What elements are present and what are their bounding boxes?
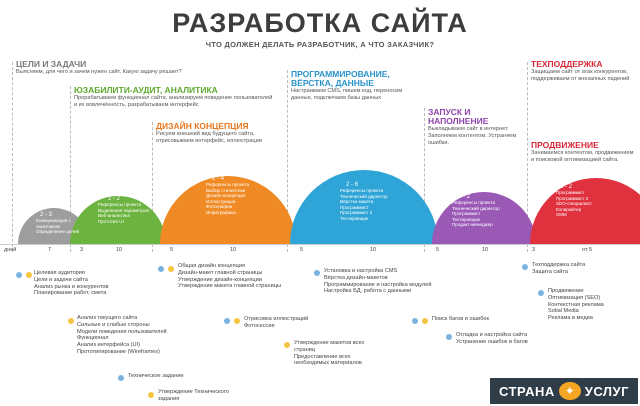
stage-design (206, 176, 278, 216)
axis-tick: 5 (300, 247, 304, 253)
section-title: ТЕХПОДДЕРЖКА (531, 59, 603, 69)
stage-support (556, 184, 636, 218)
section-title: ДИЗАЙН КОНЦЕПЦИЯ (156, 121, 249, 131)
list-item: Планирование работ, смета (34, 290, 107, 297)
stage-item: Иллюстрации (206, 198, 236, 204)
section-text: Занимаемся контентом, продвижением и поисковой оптимизацией сайта. (531, 150, 634, 163)
stage-time: 2 - 3 (40, 212, 53, 218)
list-approval (294, 340, 384, 367)
stage-item: Инфографика (206, 209, 236, 215)
list-item: Настройка БД, работа с данными (324, 288, 412, 295)
stage-item: Программист 2 (556, 195, 589, 201)
page-subtitle: ЧТО ДОЛЖЕН ДЕЛАТЬ РАЗРАБОТЧИК, А ЧТО ЗАКАЗЧИК? (205, 40, 435, 49)
list-item: Дизайн-макет главной страницы (178, 269, 263, 276)
stage-time: 1 - 2 (108, 196, 121, 202)
handshake-icon: ✦ (559, 382, 581, 400)
list-item: Модели поведения пользователей (77, 328, 167, 335)
stage-item: Референсы проекта (98, 202, 142, 207)
section-text: Выясняем, для чего и зачем нужен сайт. Какую задачу решает? (16, 69, 182, 75)
list-spec-approve (158, 389, 238, 403)
axis-unit: дней (4, 247, 17, 253)
list-item: Целевая аудитория (34, 270, 85, 276)
stage-item: Вёрстка макета (340, 199, 374, 205)
section-title: ПРОГРАММИРОВАНИЕ, ВЁРСТКА, ДАННЫЕ (291, 69, 390, 88)
axis-tick: 10 (116, 247, 123, 253)
list-promotion (548, 288, 638, 322)
section-text: Прорабатываем функционал сайта, анализируем поведение пользователей и их вовлечённость, разрабатываем интерфейс (74, 95, 273, 108)
axis-tick: 10 (482, 247, 489, 253)
list-item: Анализ интерфейса (UI) (77, 342, 140, 349)
section-title: ЦЕЛИ И ЗАДАЧИ (16, 59, 87, 69)
list-item: Прототипирование (Wireframes) (77, 348, 160, 355)
axis-tick: 5 (170, 247, 174, 253)
list-item: Установка и настройка CMS (324, 268, 398, 274)
list-spec (128, 373, 228, 380)
stage-item: SMM (556, 212, 567, 218)
list-audit (77, 315, 197, 356)
client-icon (158, 266, 164, 272)
list-item: Утверждение макетов всех страниц (294, 340, 365, 353)
list-item: Оптимизация (SEO) (548, 294, 601, 301)
stage-item: Референсы проекта (340, 188, 384, 193)
section-goals (16, 60, 266, 76)
list-item: Отладка и настройка сайта (456, 332, 528, 338)
stage-item: Тестировщик (340, 215, 368, 221)
list-item: Техподдержка сайта (532, 262, 586, 268)
stage-item: Определение целей (36, 229, 80, 235)
stage-item: Технический директор (340, 193, 388, 199)
stage-programming (340, 182, 414, 222)
list-illustrations (244, 316, 334, 330)
client-icon (224, 318, 230, 324)
list-debug (456, 332, 546, 346)
client-icon (538, 290, 544, 296)
developer-icon (422, 318, 428, 324)
section-launch (428, 108, 526, 146)
list-item: Программирование и настройка модулей (324, 281, 432, 288)
client-icon (412, 318, 418, 324)
stage-item: SEO-специалист (556, 201, 592, 207)
section-text: Выкладываем сайт в интернет. Заполняем контентом. Устраняем ошибки. (428, 126, 517, 146)
section-title: ЮЗАБИЛИТИ-АУДИТ, АНАЛИТИКА (74, 85, 218, 95)
section-text: Рисуем внешний вид будущего сайта, отрисовываем интерфейс, иллюстрации (156, 131, 262, 144)
stage-time: 1 - 2 (560, 184, 573, 190)
list-support (532, 262, 632, 276)
logo-text-left: СТРАНА (499, 383, 555, 399)
list-design (178, 263, 318, 290)
stage-item: Копирайтер (556, 206, 582, 212)
stage-item: Выделение параметров (98, 207, 149, 213)
stage-item: Программист 2 (340, 210, 373, 216)
section-text: Настраиваем CMS, пишем код, переносим данные, подключаем базы данных (291, 88, 403, 101)
list-item: Сильные и слабые стороны (77, 321, 150, 328)
list-item: Утверждение Технического задания (158, 389, 229, 402)
list-item: Sotial Media (548, 308, 579, 315)
list-item: Отрисовка иллюстраций (244, 316, 309, 322)
stage-item: Веб-аналитика (98, 213, 130, 219)
section-title: ПРОДВИЖЕНИЕ (531, 140, 599, 150)
stage-item: Программист (452, 211, 481, 217)
axis-tick: 3 (532, 247, 536, 253)
list-bugs (432, 316, 522, 323)
list-item: Утверждение дизайн-концепции (178, 276, 262, 283)
axis-tick: 7 (48, 247, 52, 253)
list-item: Защита сайта (532, 268, 569, 275)
section-title: ЗАПУСК И НАПОЛНЕНИЕ (428, 107, 489, 126)
list-item: Поиск багов и ошибок (432, 316, 489, 322)
list-item: Цели и задачи сайта (34, 276, 88, 283)
stage-item: Референсы проекта (206, 182, 250, 187)
list-item: Техническое задание (128, 373, 184, 379)
timeline-axis (0, 244, 640, 245)
client-icon (522, 264, 528, 270)
stage-item: Программист (340, 204, 369, 210)
logo-text-right: УСЛУГ (584, 383, 629, 399)
stage-audit (98, 196, 160, 224)
stage-item: Фотографии (206, 204, 233, 210)
list-item: Анализ текущего сайта (77, 315, 138, 321)
stage-item: Технический директор (452, 205, 500, 211)
stage-arcs (0, 150, 640, 245)
stage-item: Дизайн-концепция (206, 193, 246, 199)
axis-tick: 10 (370, 247, 377, 253)
client-icon (314, 270, 320, 276)
list-programming (324, 268, 464, 295)
logo (490, 378, 638, 404)
section-text: Защищаем сайт от атак конкурентов, поддерживаем от внезапных падений (531, 69, 630, 82)
developer-icon (26, 272, 32, 278)
list-item: Продвижение (548, 288, 584, 294)
section-audit (74, 86, 274, 109)
developer-icon (284, 342, 290, 348)
stage-item: Референсы проекта (452, 200, 496, 205)
list-item: Предоставление всех необходимых материалов (294, 353, 362, 367)
section-design (156, 122, 284, 145)
list-item: Анализ рынка и конкурентов (34, 283, 109, 290)
axis-tick: 10 (230, 247, 237, 253)
developer-icon (148, 392, 154, 398)
stage-item: Продакт-менеджер (452, 222, 493, 228)
list-item: Утверждение макета главной страницы (178, 283, 281, 290)
axis-tick: 3 (80, 247, 84, 253)
axis-tick: 5 (436, 247, 440, 253)
developer-icon (68, 318, 74, 324)
page-title: РАЗРАБОТКА САЙТА (172, 8, 468, 38)
list-item: Общая дизайн концепция (178, 263, 246, 269)
client-icon (446, 334, 452, 340)
stage-time: 2 - 4 (212, 176, 225, 182)
client-icon (16, 272, 22, 278)
axis-tick: от 5 (582, 247, 593, 253)
list-item: Контекстная реклама (548, 301, 604, 308)
section-programming (291, 70, 421, 102)
list-item: Фотосессия (244, 322, 275, 329)
stage-time: 1 - 2 (458, 194, 471, 200)
client-icon (118, 375, 124, 381)
list-goals (34, 270, 154, 297)
list-item: Функционал (77, 335, 109, 342)
list-item: Реклама в медиа (548, 315, 593, 322)
developer-icon (234, 318, 240, 324)
developer-icon (168, 266, 174, 272)
stage-launch (452, 194, 528, 228)
stage-item: Тестировщик (452, 216, 480, 222)
stage-item: Выбор стилистики (206, 187, 246, 193)
stage-item: Прототип UI (98, 218, 124, 224)
section-support (531, 60, 635, 83)
list-item: Вёрстка дизайн-макетов (324, 274, 388, 281)
list-item: Устранение ошибок и багов (456, 338, 528, 345)
stage-time: 2 - 6 (346, 182, 359, 188)
stage-item: Программист (556, 190, 585, 195)
stage-item: Коммуникация с заказчиком (36, 218, 71, 229)
stage-goals (36, 212, 88, 235)
